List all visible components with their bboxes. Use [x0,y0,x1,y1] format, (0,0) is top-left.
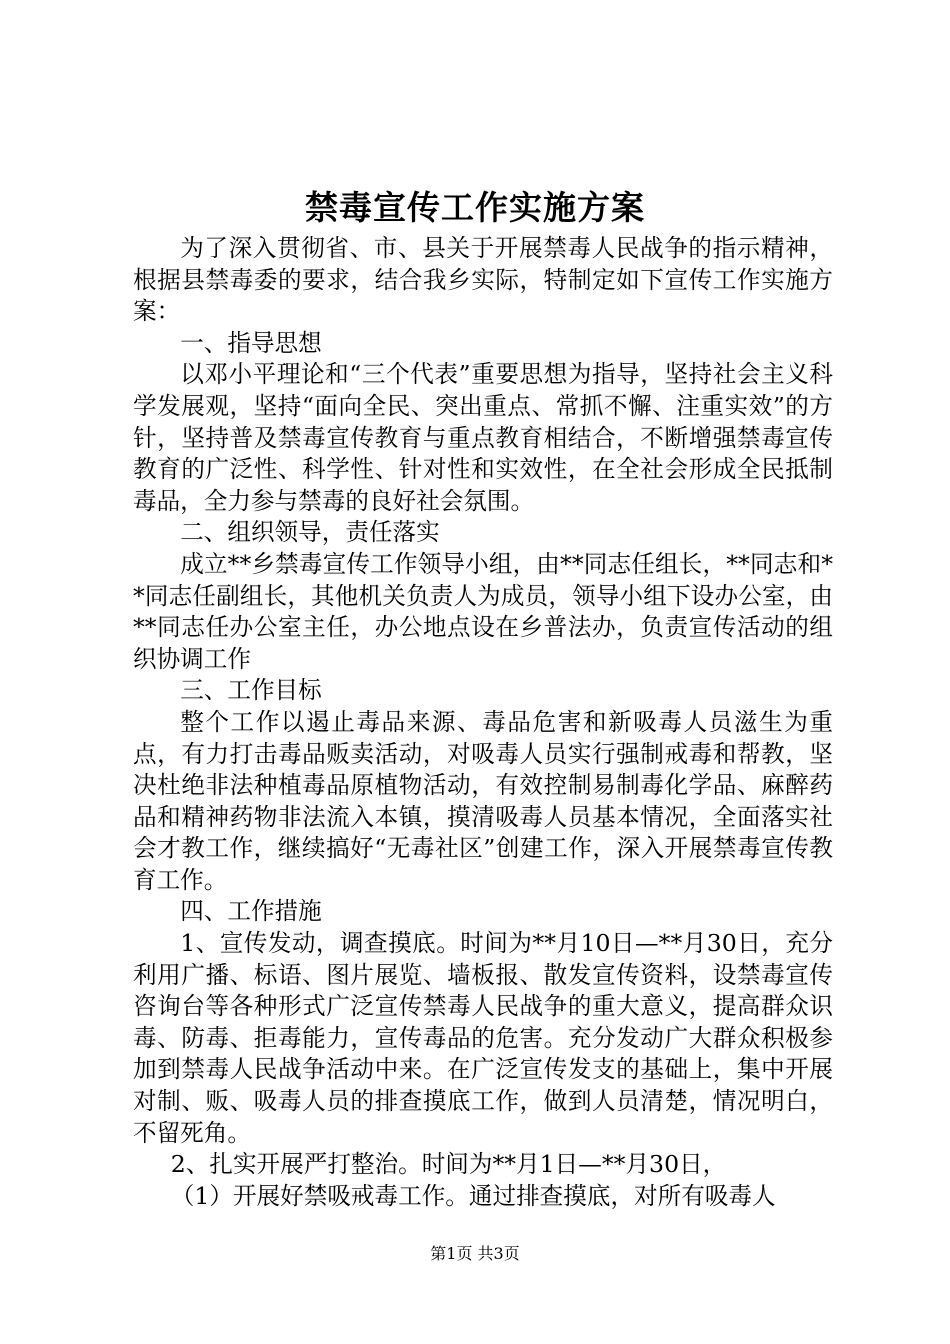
measure-2-paragraph: 2、扎实开展严打整治。时间为**月1日—**月30日， [170,1150,727,1179]
document-body [133,233,833,1212]
measure-1-paragraph: 1、宣传发动，调查摸底。时间为**月10日—**月30日，充分利用广播、标语、图片展览、墙板报、散发宣传资料，设禁毒宣传咨询台等各种形式广泛宣传禁毒人民战争的重大意义，提高群众识毒、防毒、拒毒能力，宣传毒品的危害。充分发动广大群众积极参加到禁毒人民战争活动中来。在广泛宣传发支的基础上，集中开展对制、贩、吸毒人员的排查摸底工作，做到人员清楚，情况明白，不留死角。 [133,929,833,1147]
measure-2-item-1-paragraph: （1）开展好禁吸戒毒工作。通过排查摸底，对所有吸毒人 [170,1181,776,1210]
page-footer: 第1页 共3页 [430,1244,520,1263]
organization-paragraph: 成立**乡禁毒宣传工作领导小组，由**同志任组长，**同志和**同志任副组长，其他机关负责人为成员，领导小组下设办公室，由**同志任办公室主任，办公地点设在乡普法办，负责宣传活动的组织协调工作 [133,549,833,673]
section-heading-guiding-ideology: 一、指导思想 [180,328,322,357]
goals-paragraph: 整个工作以遏止毒品来源、毒品危害和新吸毒人员滋生为重点，有力打击毒品贩卖活动，对吸毒人员实行强制戒毒和帮教，坚决杜绝非法种植毒品原植物活动，有效控制易制毒化学品、麻醉药品和精神药物非法流入本镇，摸清吸毒人员基本情况，全面落实社会才教工作，继续搞好“无毒社区”创建工作，深入开展禁毒宣传教育工作。 [133,707,833,894]
guiding-ideology-paragraph: 以邓小平理论和“三个代表”重要思想为指导，坚持社会主义科学发展观，坚持“面向全民、突出重点、常抓不懈、注重实效”的方针，坚持普及禁毒宣传教育与重点教育相结合，不断增强禁毒宣传教育的广泛性、科学性、针对性和实效性，在全社会形成全民抵制毒品，全力参与禁毒的良好社会氛围。 [133,360,833,515]
intro-paragraph: 为了深入贯彻省、市、县关于开展禁毒人民战争的指示精神，根据县禁毒委的要求，结合我乡实际，特制定如下宣传工作实施方案： [133,234,833,326]
section-heading-measures: 四、工作措施 [180,897,322,926]
section-heading-organization: 二、组织领导，责任落实 [180,518,440,547]
section-heading-goals: 三、工作目标 [180,676,322,705]
document-title: 禁毒宣传工作实施方案 [305,188,645,227]
